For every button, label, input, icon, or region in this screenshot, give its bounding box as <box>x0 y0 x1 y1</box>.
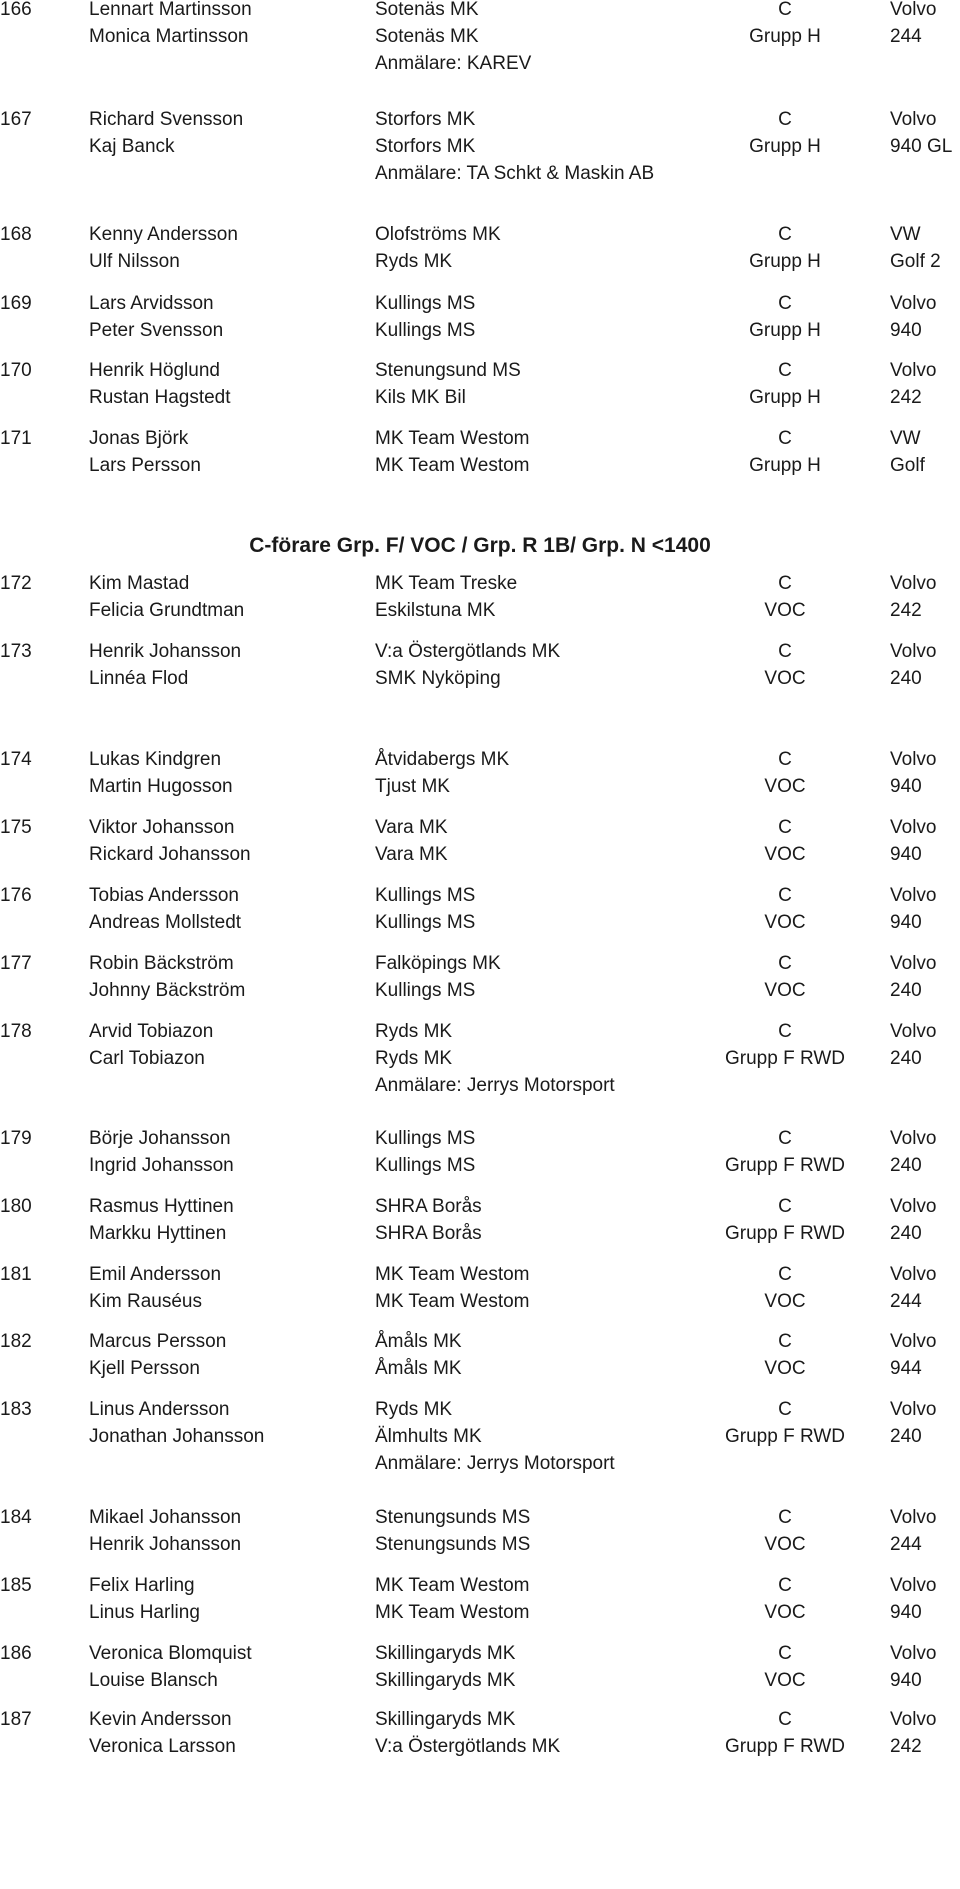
driver-class: C <box>778 109 792 130</box>
car-model: Golf 2 <box>890 251 941 272</box>
driver-class: C <box>778 885 792 906</box>
driver-name: Jonas Björk <box>89 428 189 449</box>
driver-club: SHRA Borås <box>375 1196 482 1217</box>
car-group: Grupp H <box>749 455 821 476</box>
driver-club: MK Team Westom <box>375 1264 530 1285</box>
driver-row <box>0 950 960 977</box>
driver-row <box>0 425 960 452</box>
codriver-name: Kim Rauséus <box>89 1291 202 1312</box>
codriver-club: Kils MK Bil <box>375 387 466 408</box>
driver-row <box>0 1504 960 1531</box>
car-make: Volvo <box>890 109 937 130</box>
start-number: 170 <box>0 360 32 381</box>
car-make: Volvo <box>890 641 937 662</box>
codriver-club: Tjust MK <box>375 776 450 797</box>
driver-name: Lennart Martinsson <box>89 0 252 20</box>
codriver-row <box>0 23 960 50</box>
codriver-name: Rustan Hagstedt <box>89 387 231 408</box>
car-make: Volvo <box>890 953 937 974</box>
codriver-club: Älmhults MK <box>375 1426 482 1447</box>
codriver-row <box>0 1531 960 1558</box>
car-make: Volvo <box>890 1575 937 1596</box>
codriver-club: SHRA Borås <box>375 1223 482 1244</box>
codriver-row <box>0 1667 960 1694</box>
driver-club: Falköpings MK <box>375 953 501 974</box>
driver-class: C <box>778 293 792 314</box>
codriver-name: Kaj Banck <box>89 136 175 157</box>
codriver-row <box>0 1423 960 1450</box>
car-model: 240 <box>890 668 922 689</box>
entrant-row <box>0 1450 960 1477</box>
entrant-note: Anmälare: Jerrys Motorsport <box>375 1075 615 1096</box>
car-make: Volvo <box>890 1643 937 1664</box>
car-make: Volvo <box>890 1331 937 1352</box>
driver-class: C <box>778 1507 792 1528</box>
driver-row <box>0 0 960 23</box>
driver-club: Ryds MK <box>375 1021 453 1042</box>
car-make: Volvo <box>890 293 937 314</box>
driver-class: C <box>778 817 792 838</box>
driver-class: C <box>778 1575 792 1596</box>
codriver-name: Kjell Persson <box>89 1358 200 1379</box>
driver-class: C <box>778 428 792 449</box>
car-make: Volvo <box>890 1196 937 1217</box>
start-number: 166 <box>0 0 32 20</box>
start-number: 175 <box>0 817 32 838</box>
driver-club: MK Team Westom <box>375 428 530 449</box>
codriver-club: SMK Nyköping <box>375 668 501 689</box>
codriver-club: Åmåls MK <box>375 1358 462 1379</box>
driver-name: Mikael Johansson <box>89 1507 242 1528</box>
car-group: Grupp H <box>749 136 821 157</box>
car-make: Volvo <box>890 1264 937 1285</box>
driver-club: Åmåls MK <box>375 1331 462 1352</box>
driver-name: Richard Svensson <box>89 109 244 130</box>
start-number: 181 <box>0 1264 32 1285</box>
start-number: 176 <box>0 885 32 906</box>
codriver-name: Henrik Johansson <box>89 1534 242 1555</box>
driver-name: Tobias Andersson <box>89 885 239 906</box>
driver-name: Henrik Höglund <box>89 360 220 381</box>
driver-club: Ryds MK <box>375 1399 453 1420</box>
codriver-row <box>0 317 960 344</box>
driver-row <box>0 290 960 317</box>
driver-row <box>0 1125 960 1152</box>
driver-name: Arvid Tobiazon <box>89 1021 214 1042</box>
start-number: 184 <box>0 1507 32 1528</box>
driver-name: Robin Bäckström <box>89 953 234 974</box>
codriver-club: MK Team Westom <box>375 455 530 476</box>
codriver-row <box>0 1152 960 1179</box>
start-number: 171 <box>0 428 32 449</box>
car-group: VOC <box>764 1534 806 1555</box>
car-make: Volvo <box>890 885 937 906</box>
driver-club: Stenungsund MS <box>375 360 521 381</box>
driver-class: C <box>778 1331 792 1352</box>
start-number: 168 <box>0 224 32 245</box>
codriver-name: Carl Tobiazon <box>89 1048 205 1069</box>
start-number: 183 <box>0 1399 32 1420</box>
codriver-row <box>0 1045 960 1072</box>
codriver-row <box>0 1733 960 1760</box>
start-number: 169 <box>0 293 32 314</box>
entrant-note: Anmälare: Jerrys Motorsport <box>375 1453 615 1474</box>
driver-name: Kenny Andersson <box>89 224 238 245</box>
driver-name: Henrik Johansson <box>89 641 242 662</box>
codriver-row <box>0 665 960 692</box>
driver-club: Skillingaryds MK <box>375 1643 516 1664</box>
start-number: 182 <box>0 1331 32 1352</box>
driver-name: Felix Harling <box>89 1575 195 1596</box>
codriver-name: Andreas Mollstedt <box>89 912 242 933</box>
driver-name: Marcus Persson <box>89 1331 227 1352</box>
codriver-name: Veronica Larsson <box>89 1736 236 1757</box>
driver-row <box>0 1640 960 1667</box>
driver-class: C <box>778 1709 792 1730</box>
start-number: 186 <box>0 1643 32 1664</box>
car-model: Golf <box>890 455 925 476</box>
driver-row <box>0 746 960 773</box>
driver-club: Olofströms MK <box>375 224 501 245</box>
driver-row <box>0 357 960 384</box>
codriver-row <box>0 452 960 479</box>
car-make: Volvo <box>890 749 937 770</box>
car-group: VOC <box>764 980 806 1001</box>
car-model: 240 <box>890 980 922 1001</box>
car-make: Volvo <box>890 1709 937 1730</box>
codriver-name: Monica Martinsson <box>89 26 249 47</box>
codriver-row <box>0 1220 960 1247</box>
driver-club: Kullings MS <box>375 293 476 314</box>
car-group: VOC <box>764 1670 806 1691</box>
codriver-club: Sotenäs MK <box>375 26 479 47</box>
codriver-row <box>0 977 960 1004</box>
driver-row <box>0 221 960 248</box>
car-model: 940 <box>890 912 922 933</box>
codriver-name: Jonathan Johansson <box>89 1426 265 1447</box>
codriver-name: Markku Hyttinen <box>89 1223 227 1244</box>
driver-name: Kim Mastad <box>89 573 190 594</box>
start-number: 177 <box>0 953 32 974</box>
driver-class: C <box>778 1399 792 1420</box>
entrant-row <box>0 50 960 77</box>
codriver-name: Louise Blansch <box>89 1670 218 1691</box>
driver-class: C <box>778 1196 792 1217</box>
driver-class: C <box>778 1128 792 1149</box>
car-group: Grupp F RWD <box>724 1223 845 1244</box>
start-number: 180 <box>0 1196 32 1217</box>
driver-row <box>0 1328 960 1355</box>
driver-name: Emil Andersson <box>89 1264 222 1285</box>
codriver-club: Eskilstuna MK <box>375 600 496 621</box>
codriver-club: Ryds MK <box>375 1048 453 1069</box>
entrant-note: Anmälare: KAREV <box>375 53 532 74</box>
driver-class: C <box>778 749 792 770</box>
car-model: 244 <box>890 26 922 47</box>
driver-row <box>0 106 960 133</box>
driver-row <box>0 1572 960 1599</box>
car-group: VOC <box>764 912 806 933</box>
car-model: 240 <box>890 1426 922 1447</box>
car-make: Volvo <box>890 1128 937 1149</box>
driver-club: Storfors MK <box>375 109 476 130</box>
car-model: 940 <box>890 1670 922 1691</box>
car-group: Grupp H <box>749 26 821 47</box>
driver-name: Lukas Kindgren <box>89 749 222 770</box>
codriver-row <box>0 773 960 800</box>
car-group: VOC <box>764 1291 806 1312</box>
driver-name: Veronica Blomquist <box>89 1643 252 1664</box>
car-model: 242 <box>890 600 922 621</box>
car-make: Volvo <box>890 573 937 594</box>
car-group: Grupp F RWD <box>724 1426 845 1447</box>
car-make: VW <box>890 428 921 449</box>
driver-class: C <box>778 1021 792 1042</box>
codriver-name: Peter Svensson <box>89 320 224 341</box>
car-make: Volvo <box>890 1021 937 1042</box>
car-make: Volvo <box>890 1399 937 1420</box>
driver-class: C <box>778 0 792 20</box>
driver-class: C <box>778 224 792 245</box>
driver-class: C <box>778 360 792 381</box>
driver-class: C <box>778 1643 792 1664</box>
car-model: 940 <box>890 776 922 797</box>
car-group: VOC <box>764 600 806 621</box>
driver-club: MK Team Treske <box>375 573 518 594</box>
driver-class: C <box>778 1264 792 1285</box>
start-number: 178 <box>0 1021 32 1042</box>
driver-club: Stenungsunds MS <box>375 1507 531 1528</box>
car-make: Volvo <box>890 360 937 381</box>
driver-row <box>0 882 960 909</box>
car-group: Grupp F RWD <box>724 1736 845 1757</box>
codriver-row <box>0 597 960 624</box>
codriver-club: Skillingaryds MK <box>375 1670 516 1691</box>
driver-class: C <box>778 641 792 662</box>
codriver-row <box>0 909 960 936</box>
driver-club: Kullings MS <box>375 885 476 906</box>
start-number: 174 <box>0 749 32 770</box>
driver-row <box>0 1706 960 1733</box>
car-model: 242 <box>890 387 922 408</box>
codriver-row <box>0 1599 960 1626</box>
codriver-club: Kullings MS <box>375 980 476 1001</box>
car-model: 940 <box>890 844 922 865</box>
car-group: VOC <box>764 844 806 865</box>
driver-row <box>0 570 960 597</box>
driver-club: V:a Östergötlands MK <box>375 641 561 662</box>
codriver-row <box>0 841 960 868</box>
codriver-club: MK Team Westom <box>375 1602 530 1623</box>
codriver-row <box>0 133 960 160</box>
driver-club: Vara MK <box>375 817 448 838</box>
codriver-name: Ingrid Johansson <box>89 1155 234 1176</box>
car-model: 240 <box>890 1155 922 1176</box>
driver-name: Börje Johansson <box>89 1128 231 1149</box>
car-group: VOC <box>764 776 806 797</box>
car-model: 940 <box>890 320 922 341</box>
car-model: 244 <box>890 1291 922 1312</box>
driver-club: Skillingaryds MK <box>375 1709 516 1730</box>
codriver-name: Linnéa Flod <box>89 668 189 689</box>
car-make: Volvo <box>890 817 937 838</box>
codriver-club: MK Team Westom <box>375 1291 530 1312</box>
codriver-name: Martin Hugosson <box>89 776 233 797</box>
driver-club: Kullings MS <box>375 1128 476 1149</box>
codriver-row <box>0 248 960 275</box>
codriver-name: Lars Persson <box>89 455 201 476</box>
codriver-name: Ulf Nilsson <box>89 251 180 272</box>
start-number: 172 <box>0 573 32 594</box>
car-model: 940 GL <box>890 136 953 157</box>
codriver-club: Storfors MK <box>375 136 476 157</box>
driver-row <box>0 1261 960 1288</box>
codriver-club: Kullings MS <box>375 320 476 341</box>
codriver-club: Kullings MS <box>375 912 476 933</box>
car-group: Grupp F RWD <box>724 1048 845 1069</box>
codriver-row <box>0 384 960 411</box>
car-make: Volvo <box>890 0 937 20</box>
car-model: 244 <box>890 1534 922 1555</box>
driver-club: Åtvidabergs MK <box>375 749 510 770</box>
start-number: 173 <box>0 641 32 662</box>
driver-row <box>0 1396 960 1423</box>
car-group: Grupp H <box>749 251 821 272</box>
driver-club: MK Team Westom <box>375 1575 530 1596</box>
driver-row <box>0 814 960 841</box>
codriver-row <box>0 1288 960 1315</box>
codriver-name: Felicia Grundtman <box>89 600 245 621</box>
driver-class: C <box>778 953 792 974</box>
codriver-club: V:a Östergötlands MK <box>375 1736 561 1757</box>
codriver-club: Stenungsunds MS <box>375 1534 531 1555</box>
driver-name: Viktor Johansson <box>89 817 235 838</box>
car-group: Grupp H <box>749 320 821 341</box>
entrant-row <box>0 1072 960 1099</box>
car-model: 240 <box>890 1223 922 1244</box>
car-model: 240 <box>890 1048 922 1069</box>
entrant-note: Anmälare: TA Schkt & Maskin AB <box>375 163 655 184</box>
car-model: 944 <box>890 1358 922 1379</box>
codriver-club: Ryds MK <box>375 251 453 272</box>
class-heading: C-förare Grp. F/ VOC / Grp. R 1B/ Grp. N <1400 <box>249 534 711 557</box>
driver-row <box>0 1193 960 1220</box>
driver-name: Rasmus Hyttinen <box>89 1196 234 1217</box>
codriver-name: Rickard Johansson <box>89 844 251 865</box>
driver-row <box>0 1018 960 1045</box>
car-group: VOC <box>764 1602 806 1623</box>
car-model: 940 <box>890 1602 922 1623</box>
driver-name: Linus Andersson <box>89 1399 230 1420</box>
codriver-row <box>0 1355 960 1382</box>
car-model: 242 <box>890 1736 922 1757</box>
driver-class: C <box>778 573 792 594</box>
driver-name: Lars Arvidsson <box>89 293 214 314</box>
driver-row <box>0 638 960 665</box>
car-group: VOC <box>764 668 806 689</box>
codriver-name: Johnny Bäckström <box>89 980 246 1001</box>
car-make: Volvo <box>890 1507 937 1528</box>
start-number: 167 <box>0 109 32 130</box>
codriver-name: Linus Harling <box>89 1602 200 1623</box>
codriver-club: Vara MK <box>375 844 448 865</box>
driver-name: Kevin Andersson <box>89 1709 232 1730</box>
start-number: 185 <box>0 1575 32 1596</box>
entrant-row <box>0 160 960 187</box>
driver-club: Sotenäs MK <box>375 0 479 20</box>
car-group: Grupp F RWD <box>724 1155 845 1176</box>
car-make: VW <box>890 224 921 245</box>
start-number: 187 <box>0 1709 32 1730</box>
start-number: 179 <box>0 1128 32 1149</box>
car-group: VOC <box>764 1358 806 1379</box>
codriver-club: Kullings MS <box>375 1155 476 1176</box>
car-group: Grupp H <box>749 387 821 408</box>
